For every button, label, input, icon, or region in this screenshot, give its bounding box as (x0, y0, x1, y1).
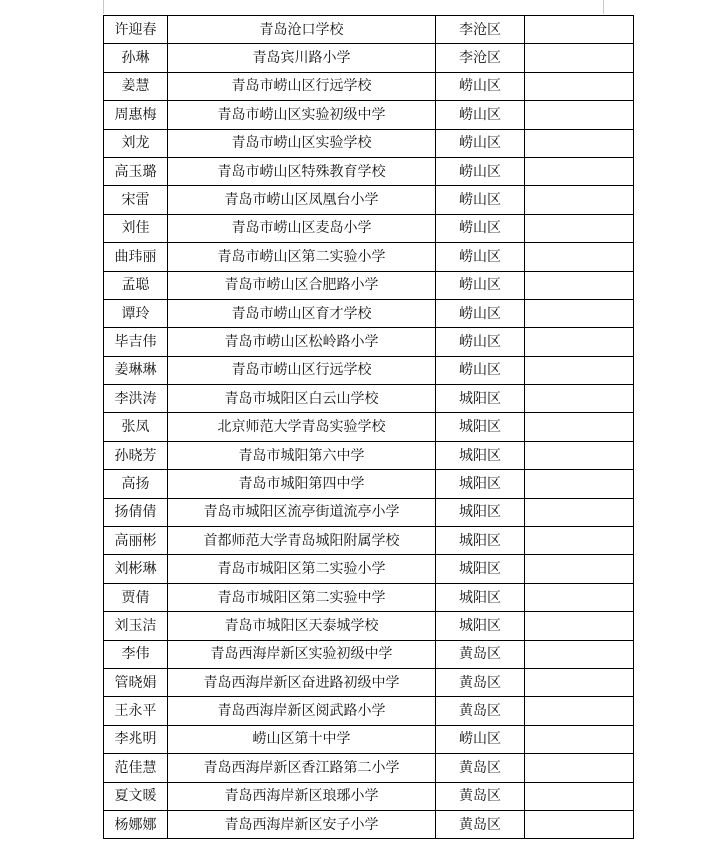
extra-cell (525, 72, 634, 100)
school-cell: 青岛市崂山区实验学校 (168, 129, 436, 157)
extra-cell (525, 470, 634, 498)
name-cell: 姜琳琳 (104, 356, 168, 384)
name-cell: 李兆明 (104, 725, 168, 753)
school-cell: 青岛西海岸新区琅琊小学 (168, 782, 436, 810)
table-row (104, 101, 634, 129)
district-cell: 城阳区 (436, 527, 525, 555)
school-cell: 青岛市崂山区行远学校 (168, 356, 436, 384)
school-cell: 青岛市崂山区行远学校 (168, 72, 436, 100)
extra-cell (525, 725, 634, 753)
district-cell: 李沧区 (436, 44, 525, 72)
table-row (104, 555, 634, 583)
school-cell: 青岛西海岸新区香江路第二小学 (168, 754, 436, 782)
extra-cell (525, 243, 634, 271)
name-cell: 刘佳 (104, 214, 168, 242)
district-cell: 崂山区 (436, 328, 525, 356)
extra-cell (525, 157, 634, 185)
extra-cell (525, 612, 634, 640)
table-row (104, 44, 634, 72)
district-cell: 崂山区 (436, 186, 525, 214)
district-cell: 李沧区 (436, 16, 525, 44)
name-cell: 刘龙 (104, 129, 168, 157)
name-cell: 宋雷 (104, 186, 168, 214)
table-row (104, 243, 634, 271)
table-row (104, 299, 634, 327)
table-row (104, 640, 634, 668)
school-cell: 青岛西海岸新区奋进路初级中学 (168, 668, 436, 696)
school-cell: 北京师范大学青岛实验学校 (168, 413, 436, 441)
extra-cell (525, 356, 634, 384)
table-row (104, 612, 634, 640)
name-cell: 贾倩 (104, 583, 168, 611)
extra-cell (525, 697, 634, 725)
table-row (104, 328, 634, 356)
district-cell: 城阳区 (436, 555, 525, 583)
school-cell: 青岛市崂山区特殊教育学校 (168, 157, 436, 185)
school-cell: 青岛市崂山区第二实验小学 (168, 243, 436, 271)
extra-cell (525, 101, 634, 129)
district-cell: 崂山区 (436, 271, 525, 299)
table-row (104, 782, 634, 810)
extra-cell (525, 810, 634, 838)
school-cell: 青岛市崂山区麦岛小学 (168, 214, 436, 242)
teacher-roster-table (103, 15, 634, 839)
school-cell: 青岛宾川路小学 (168, 44, 436, 72)
district-cell: 城阳区 (436, 470, 525, 498)
district-cell: 崂山区 (436, 129, 525, 157)
school-cell: 崂山区第十中学 (168, 725, 436, 753)
district-cell: 崂山区 (436, 157, 525, 185)
table-row (104, 470, 634, 498)
extra-cell (525, 129, 634, 157)
district-cell: 城阳区 (436, 498, 525, 526)
name-cell: 毕吉伟 (104, 328, 168, 356)
page-margin-guide-right (603, 0, 604, 14)
school-cell: 青岛市崂山区凤凰台小学 (168, 186, 436, 214)
school-cell: 青岛西海岸新区实验初级中学 (168, 640, 436, 668)
table-row (104, 498, 634, 526)
extra-cell (525, 527, 634, 555)
name-cell: 孙晓芳 (104, 441, 168, 469)
district-cell: 城阳区 (436, 583, 525, 611)
name-cell: 高玉璐 (104, 157, 168, 185)
extra-cell (525, 16, 634, 44)
table-row (104, 72, 634, 100)
district-cell: 崂山区 (436, 299, 525, 327)
district-cell: 崂山区 (436, 101, 525, 129)
district-cell: 黄岛区 (436, 810, 525, 838)
table-row (104, 186, 634, 214)
table-row (104, 157, 634, 185)
extra-cell (525, 299, 634, 327)
table-row (104, 271, 634, 299)
table-row (104, 385, 634, 413)
school-cell: 青岛市崂山区育才学校 (168, 299, 436, 327)
name-cell: 刘玉洁 (104, 612, 168, 640)
table-row (104, 129, 634, 157)
extra-cell (525, 385, 634, 413)
district-cell: 城阳区 (436, 441, 525, 469)
district-cell: 城阳区 (436, 612, 525, 640)
district-cell: 黄岛区 (436, 668, 525, 696)
name-cell: 高扬 (104, 470, 168, 498)
extra-cell (525, 498, 634, 526)
extra-cell (525, 186, 634, 214)
name-cell: 曲玮丽 (104, 243, 168, 271)
table-row (104, 441, 634, 469)
district-cell: 崂山区 (436, 214, 525, 242)
name-cell: 范佳慧 (104, 754, 168, 782)
name-cell: 李伟 (104, 640, 168, 668)
district-cell: 崂山区 (436, 725, 525, 753)
name-cell: 杨娜娜 (104, 810, 168, 838)
name-cell: 周惠梅 (104, 101, 168, 129)
name-cell: 谭玲 (104, 299, 168, 327)
school-cell: 青岛市城阳区天泰城学校 (168, 612, 436, 640)
table-row (104, 697, 634, 725)
extra-cell (525, 441, 634, 469)
district-cell: 崂山区 (436, 243, 525, 271)
school-cell: 青岛市城阳区第二实验小学 (168, 555, 436, 583)
district-cell: 黄岛区 (436, 782, 525, 810)
extra-cell (525, 555, 634, 583)
school-cell: 青岛市城阳区第二实验中学 (168, 583, 436, 611)
extra-cell (525, 668, 634, 696)
name-cell: 张凤 (104, 413, 168, 441)
school-cell: 青岛市城阳第六中学 (168, 441, 436, 469)
district-cell: 黄岛区 (436, 697, 525, 725)
name-cell: 高丽彬 (104, 527, 168, 555)
name-cell: 孟聪 (104, 271, 168, 299)
school-cell: 青岛市崂山区合肥路小学 (168, 271, 436, 299)
school-cell: 青岛沧口学校 (168, 16, 436, 44)
name-cell: 许迎春 (104, 16, 168, 44)
school-cell: 青岛西海岸新区安子小学 (168, 810, 436, 838)
extra-cell (525, 583, 634, 611)
table-row (104, 725, 634, 753)
school-cell: 青岛市城阳区白云山学校 (168, 385, 436, 413)
extra-cell (525, 214, 634, 242)
district-cell: 崂山区 (436, 72, 525, 100)
table-row (104, 810, 634, 838)
name-cell: 王永平 (104, 697, 168, 725)
page-margin-guide-left (103, 0, 104, 14)
extra-cell (525, 328, 634, 356)
roster-table-body (104, 16, 634, 839)
name-cell: 扬倩倩 (104, 498, 168, 526)
extra-cell (525, 640, 634, 668)
name-cell: 刘彬琳 (104, 555, 168, 583)
school-cell: 青岛市城阳区流亭街道流亭小学 (168, 498, 436, 526)
table-row (104, 527, 634, 555)
name-cell: 姜慧 (104, 72, 168, 100)
name-cell: 孙琳 (104, 44, 168, 72)
extra-cell (525, 413, 634, 441)
district-cell: 黄岛区 (436, 754, 525, 782)
name-cell: 夏文暖 (104, 782, 168, 810)
school-cell: 青岛市崂山区松岭路小学 (168, 328, 436, 356)
school-cell: 首都师范大学青岛城阳附属学校 (168, 527, 436, 555)
extra-cell (525, 271, 634, 299)
extra-cell (525, 44, 634, 72)
table-row (104, 16, 634, 44)
name-cell: 管晓娟 (104, 668, 168, 696)
school-cell: 青岛市城阳第四中学 (168, 470, 436, 498)
district-cell: 城阳区 (436, 413, 525, 441)
district-cell: 城阳区 (436, 385, 525, 413)
table-row (104, 583, 634, 611)
district-cell: 黄岛区 (436, 640, 525, 668)
school-cell: 青岛西海岸新区阅武路小学 (168, 697, 436, 725)
district-cell: 崂山区 (436, 356, 525, 384)
extra-cell (525, 782, 634, 810)
table-row (104, 668, 634, 696)
extra-cell (525, 754, 634, 782)
school-cell: 青岛市崂山区实验初级中学 (168, 101, 436, 129)
table-row (104, 356, 634, 384)
name-cell: 李洪涛 (104, 385, 168, 413)
table-row (104, 413, 634, 441)
table-row (104, 754, 634, 782)
table-row (104, 214, 634, 242)
